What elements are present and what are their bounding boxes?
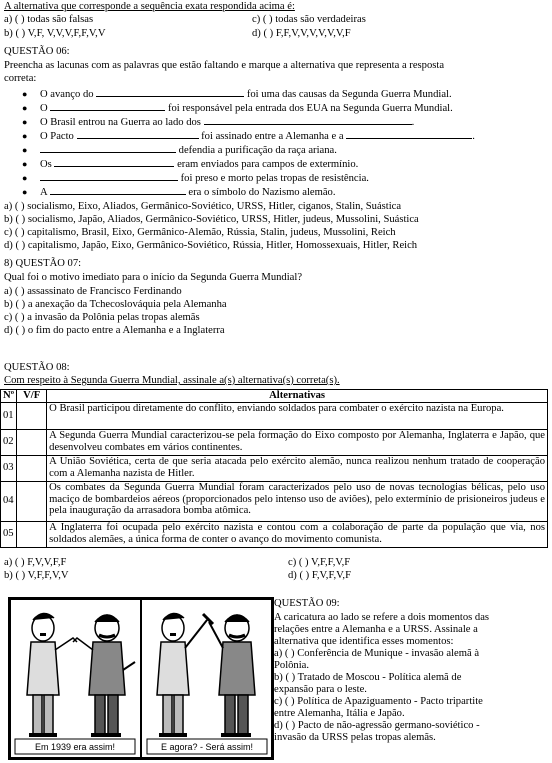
q6-item-8[interactable]: A era o símbolo do Nazismo alemão. [40, 187, 336, 198]
row-number: 04 [1, 481, 17, 521]
bullet-icon: ● [22, 173, 28, 183]
q6-item-7[interactable]: foi preso e morto pelas tropas de resistência. [40, 172, 369, 185]
q7-title: 8) QUESTÃO 07: [4, 258, 82, 269]
option-d[interactable]: d) ( ) F,F,V,V,V,V,V,V,F [252, 28, 351, 39]
table-row [1, 429, 548, 455]
option-c[interactable]: c) ( ) todas são verdadeiras [252, 14, 366, 25]
q9-option-d-cont: invasão da URSS pelas tropas alemãs. [274, 732, 436, 743]
q7-option-d[interactable]: d) ( ) o fim do pacto entre a Alemanha e a Inglaterra [4, 325, 225, 336]
q8-prompt: Com respeito à Segunda Guerra Mundial, assinale a(s) alternativa(s) correta(s). [4, 375, 340, 386]
vf-answer-cell[interactable] [17, 481, 47, 521]
bullet-icon: ● [22, 187, 28, 197]
q9-option-a-cont: Polônia. [274, 660, 310, 671]
q6-intro-line-1: Preencha as lacunas com as palavras que estão faltando e marque a alternativa que representa a resposta [4, 60, 445, 71]
row-text: A União Soviética, certa de que seria atacada pelo exército alemão, nunca realizou nenhum tratado de cooperação com a Alemanha nazista de Hitler. [47, 455, 548, 481]
q8-option-b[interactable]: b) ( ) V,F,F,V,V [4, 570, 69, 581]
table-row [1, 481, 548, 521]
option-b[interactable]: b) ( ) V,F, V,V,V,F,F,V,V [4, 28, 106, 39]
caption-right: E agora? - Será assim! [160, 742, 254, 752]
q7-question: Qual foi o motivo imediato para o início da Segunda Guerra Mundial? [4, 272, 303, 283]
caption-left: Em 1939 era assim! [34, 742, 116, 752]
q9-option-a[interactable]: a) ( ) Conferência de Munique - invasão alemã à [274, 648, 480, 659]
right-panel-figures [157, 613, 255, 735]
q7-option-c[interactable]: c) ( ) a invasão da Polônia pelas tropas alemãs [4, 312, 200, 323]
row-text: A Segunda Guerra Mundial caracterizou-se pela formação do Eixo composto por Alemanha, Inglaterra e Japão, que desenvolveu combates em vários continentes. [47, 429, 548, 455]
q8-option-d[interactable]: d) ( ) F,V,F,V,F [288, 570, 351, 581]
vf-answer-cell[interactable] [17, 521, 47, 547]
bullet-icon: ● [22, 89, 28, 99]
row-number: 03 [1, 455, 17, 481]
q6-item-5[interactable]: defendia a purificação da raça ariana. [40, 144, 337, 157]
q6-title: QUESTÃO 06: [4, 46, 70, 57]
vf-answer-cell[interactable] [17, 455, 47, 481]
q9-option-c-cont: entre Alemanha, Itália e Japão. [274, 708, 405, 719]
table-row [1, 521, 548, 547]
q6-item-3[interactable]: O Brasil entrou na Guerra ao lado dos . [40, 117, 415, 128]
header-number: Nº [1, 390, 17, 403]
table-row [1, 455, 548, 481]
q7-option-a[interactable]: a) ( ) assassinato de Francisco Ferdinando [4, 286, 182, 297]
q6-item-2[interactable]: O foi responsável pela entrada dos EUA na Segunda Guerra Mundial. [40, 103, 453, 114]
q9-option-d[interactable]: d) ( ) Pacto de não-agressão germano-soviético - [274, 720, 480, 731]
q6-option-a[interactable]: a) ( ) socialismo, Eixo, Aliados, Germânico-Soviético, URSS, Hitler, ciganos, Stalin, Suástica [4, 201, 402, 212]
q6-item-4[interactable]: O Pacto foi assinado entre a Alemanha e a . [40, 131, 475, 142]
q6-option-c[interactable]: c) ( ) capitalismo, Brasil, Eixo, Germânico-Alemão, Rússia, Stalin, judeus, Mussolini, Reich [4, 227, 396, 238]
header-vf: V/F [17, 390, 47, 403]
bullet-icon: ● [22, 145, 28, 155]
row-number: 05 [1, 521, 17, 547]
caricature-illustration [11, 600, 271, 757]
q6-option-b[interactable]: b) ( ) socialismo, Japão, Aliados, Germânico-Soviético, URSS, Hitler, judeus, Mussolini, Suástica [4, 214, 419, 225]
bullet-icon: ● [22, 131, 28, 141]
bullet-icon: ● [22, 117, 28, 127]
caricature-image [8, 597, 274, 760]
true-false-table [0, 389, 548, 548]
vf-answer-cell[interactable] [17, 429, 47, 455]
q9-text-line: relações entre a Alemanha e a URSS. Assinale a [274, 624, 478, 635]
q9-option-c[interactable]: c) ( ) Política de Apaziguamento - Pacto tripartite [274, 696, 483, 707]
q8-option-c[interactable]: c) ( ) V,F,F,V,F [288, 557, 351, 568]
q7-option-b[interactable]: b) ( ) a anexação da Tchecoslováquia pela Alemanha [4, 299, 227, 310]
vf-answer-cell[interactable] [17, 402, 47, 429]
previous-question-prompt: A alternativa que corresponde a sequência exata respondida acima é: [4, 1, 295, 12]
option-a[interactable]: a) ( ) todas são falsas [4, 14, 94, 25]
row-text: Os combates da Segunda Guerra Mundial foram caracterizados pelo uso de novas tecnologias bélicas, pelo uso maciço de bombardeios aéreos (proporcionados pelo intenso uso de aviões), pelo extermínio de prisioneiros judeus e pela inauguração da arrasadora bomba atômica. [47, 481, 548, 521]
bullet-icon: ● [22, 103, 28, 113]
row-number: 02 [1, 429, 17, 455]
q8-title: QUESTÃO 08: [4, 362, 70, 373]
row-number: 01 [1, 402, 17, 429]
table-row [1, 402, 548, 429]
header-alternatives: Alternativas [47, 390, 548, 403]
left-panel-figures [27, 613, 135, 735]
q8-option-a[interactable]: a) ( ) F,V,V,F,F [4, 557, 67, 568]
row-text: O Brasil participou diretamente do conflito, enviando soldados para combater o exército nazista na Europa. [47, 402, 548, 429]
q9-text-line: alternativa que identifica esses momentos: [274, 636, 454, 647]
q6-item-6[interactable]: Os eram enviados para campos de extermínio. [40, 159, 359, 170]
q9-option-b[interactable]: b) ( ) Tratado de Moscou - Política alemã de [274, 672, 462, 683]
q9-title: QUESTÃO 09: [274, 598, 340, 609]
q9-text-line: A caricatura ao lado se refere a dois momentos das [274, 612, 490, 623]
table-header-row [1, 390, 548, 403]
q6-item-1[interactable]: O avanço do foi uma das causas da Segunda Guerra Mundial. [40, 89, 452, 100]
bullet-icon: ● [22, 159, 28, 169]
row-text: A Inglaterra foi ocupada pelo exército nazista e contou com a colaboração de parte da população que via, nos soldados alemães, a única forma de conter o avanço do movimento comunista. [47, 521, 548, 547]
q9-option-b-cont: expansão para o leste. [274, 684, 367, 695]
q6-option-d[interactable]: d) ( ) capitalismo, Japão, Eixo, Germânico-Soviético, Rússia, Hitler, Homossexuais, Hitler, Reich [4, 240, 418, 251]
q6-intro-line-2: correta: [4, 73, 37, 84]
